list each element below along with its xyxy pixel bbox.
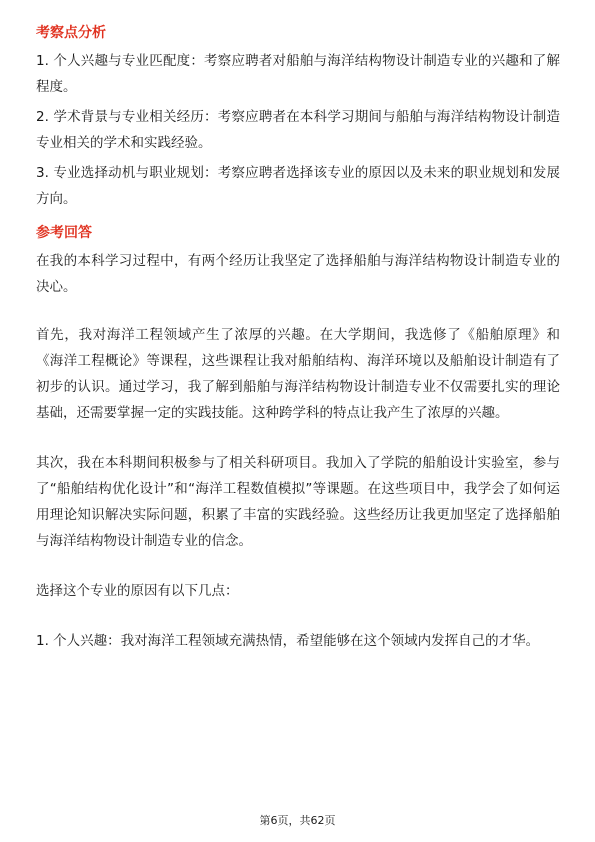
answer-paragraph-2: 首先，我对海洋工程领域产生了浓厚的兴趣。在大学期间，我选修了《船舶原理》和《海洋工程概论》等课程，这些课程让我对船舶结构、海洋环境以及船舶设计制造有了初步的认识。通过学习，我了解到船舶与海洋结构物设计制造专业不仅需要扎实的理论基础，还需要掌握一定的实践技能。这种跨学科的特点让我产生了浓厚的兴趣。	[36, 327, 560, 421]
analysis-item-1: 1. 个人兴趣与专业匹配度：考察应聘者对船舶与海洋结构物设计制造专业的兴趣和了解程度。	[36, 53, 560, 95]
analysis-item-3: 3. 专业选择动机与职业规划：考察应聘者选择该专业的原因以及未来的职业规划和发展方向。	[36, 165, 560, 207]
answer-paragraph-3: 其次，我在本科期间积极参与了相关科研项目。我加入了学院的船舶设计实验室，参与了“船舶结构优化设计”和“海洋工程数值模拟”等课题。在这些项目中，我学会了如何运用理论知识解决实际问题，积累了丰富的实践经验。这些经历让我更加坚定了选择船舶与海洋结构物设计制造专业的信念。	[36, 455, 560, 549]
section-heading-analysis: 考察点分析	[36, 25, 106, 41]
section-heading-answer: 参考回答	[36, 225, 92, 241]
answer-paragraph-1: 在我的本科学习过程中，有两个经历让我坚定了选择船舶与海洋结构物设计制造专业的决心。	[36, 253, 560, 295]
answer-paragraph-4: 选择这个专业的原因有以下几点：	[36, 583, 239, 599]
page-number: 第6页，共62页	[259, 814, 336, 827]
analysis-item-2: 2. 学术背景与专业相关经历：考察应聘者在本科学习期间与船舶与海洋结构物设计制造专业相关的学术和实践经验。	[36, 109, 560, 151]
page-content	[36, 22, 560, 654]
answer-paragraph-5: 1. 个人兴趣：我对海洋工程领域充满热情，希望能够在这个领域内发挥自己的才华。	[36, 633, 540, 649]
